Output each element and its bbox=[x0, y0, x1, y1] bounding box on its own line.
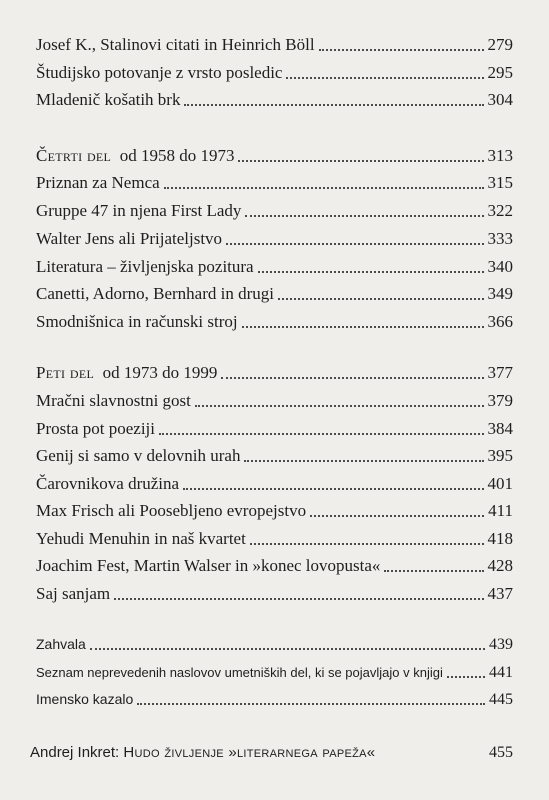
leader-dots bbox=[384, 570, 483, 572]
leader-space bbox=[379, 756, 485, 758]
part-heading-label bbox=[36, 363, 217, 383]
toc-entry[interactable] bbox=[36, 584, 513, 604]
part-heading-page: 377 bbox=[487, 363, 513, 382]
leader-dots bbox=[447, 676, 485, 678]
leader-dots bbox=[159, 433, 484, 435]
toc-entry-title: Imensko kazalo bbox=[36, 691, 134, 707]
toc-entry-title: Josef K., Stalinovi citati in Heinrich Böll bbox=[36, 35, 315, 54]
leader-dots bbox=[184, 104, 483, 106]
toc-entry[interactable] bbox=[36, 691, 513, 709]
toc-entry-title: Literatura – življenjska pozitura bbox=[36, 257, 254, 276]
leader-dots bbox=[183, 488, 483, 490]
toc-entry-page: 441 bbox=[489, 664, 513, 681]
leader-dots bbox=[244, 460, 483, 462]
leader-dots bbox=[164, 187, 484, 189]
toc-entry[interactable] bbox=[36, 664, 513, 682]
toc-entry-page: 333 bbox=[487, 229, 513, 248]
toc-entry-title: Yehudi Menuhin in naš kvartet bbox=[36, 529, 246, 548]
toc-entry-title: Priznan za Nemca bbox=[36, 173, 160, 192]
toc-entry[interactable] bbox=[36, 229, 513, 249]
toc-entry-title: Čarovnikova družina bbox=[36, 474, 180, 493]
toc-entry[interactable] bbox=[36, 446, 513, 466]
toc-entry-title: Prosta pot poeziji bbox=[36, 419, 155, 438]
afterword-entry[interactable] bbox=[30, 744, 513, 762]
toc-entry-page: 445 bbox=[489, 691, 513, 708]
toc-entry-title: Canetti, Adorno, Bernhard in drugi bbox=[36, 284, 274, 303]
toc-entry-title: Joachim Fest, Martin Walser in »konec lovopusta« bbox=[36, 556, 381, 575]
toc-entry-page: 340 bbox=[487, 257, 513, 276]
toc-entry-page: 437 bbox=[487, 584, 513, 603]
leader-dots bbox=[250, 543, 484, 545]
toc-entry-page: 279 bbox=[487, 35, 513, 54]
toc-entry[interactable] bbox=[36, 556, 513, 576]
leader-dots bbox=[286, 77, 483, 79]
toc-entry[interactable] bbox=[36, 201, 513, 221]
leader-dots bbox=[278, 298, 484, 300]
toc-entry-title: Walter Jens ali Prijateljstvo bbox=[36, 229, 223, 248]
toc-entry-page: 411 bbox=[488, 501, 513, 520]
toc-entry[interactable] bbox=[36, 63, 513, 83]
leader-dots bbox=[137, 703, 485, 705]
toc-entry-title: Gruppe 47 in njena First Lady bbox=[36, 201, 242, 220]
toc-entry-page: 379 bbox=[487, 391, 513, 410]
toc-entry[interactable] bbox=[36, 391, 513, 411]
toc-entry-page: 439 bbox=[489, 636, 513, 653]
toc-entry[interactable] bbox=[36, 474, 513, 494]
toc-entry-title: Zahvala bbox=[36, 636, 86, 652]
toc-entry[interactable] bbox=[36, 35, 513, 55]
leader-dots bbox=[238, 160, 483, 162]
leader-dots bbox=[319, 49, 484, 51]
part-heading[interactable] bbox=[36, 146, 513, 166]
toc-entry-page: 395 bbox=[487, 446, 513, 465]
toc-entry-page: 418 bbox=[487, 529, 513, 548]
toc-entry-title: Smodnišnica in računski stroj bbox=[36, 312, 238, 331]
part-name: Četrti del bbox=[36, 146, 112, 165]
toc-entry[interactable] bbox=[36, 173, 513, 193]
leader-dots bbox=[226, 243, 483, 245]
leader-dots bbox=[90, 648, 485, 650]
toc-entry-title: Saj sanjam bbox=[36, 584, 111, 603]
afterword-author: Andrej Inkret: bbox=[30, 744, 120, 761]
toc-entry-page: 315 bbox=[487, 173, 513, 192]
toc-entry[interactable] bbox=[36, 312, 513, 332]
part-years: od 1958 do 1973 bbox=[119, 146, 235, 165]
leader-dots bbox=[242, 326, 484, 328]
leader-dots bbox=[258, 271, 484, 273]
part-name: Peti del bbox=[36, 363, 95, 382]
toc-entry[interactable] bbox=[36, 90, 513, 110]
afterword-title: Hudo življenje »literarnega papeža« bbox=[123, 744, 376, 761]
toc-entry[interactable] bbox=[36, 257, 513, 277]
toc-entry[interactable] bbox=[36, 419, 513, 439]
toc-entry-page: 349 bbox=[487, 284, 513, 303]
toc-entry[interactable] bbox=[36, 284, 513, 304]
leader-dots bbox=[245, 215, 483, 217]
part-years: od 1973 do 1999 bbox=[102, 363, 218, 382]
toc-entry-page: 295 bbox=[487, 63, 513, 82]
toc-entry-title: Genij si samo v delovnih urah bbox=[36, 446, 241, 465]
leader-dots bbox=[195, 405, 484, 407]
toc-entry[interactable] bbox=[36, 529, 513, 549]
afterword-page: 455 bbox=[489, 744, 513, 761]
toc-entry-title: Študijsko potovanje z vrsto posledic bbox=[36, 63, 283, 82]
afterword-label bbox=[30, 744, 375, 761]
toc-entry-page: 401 bbox=[487, 474, 513, 493]
toc-entry-page: 322 bbox=[487, 201, 513, 220]
leader-dots bbox=[310, 515, 484, 517]
toc-entry-page: 384 bbox=[487, 419, 513, 438]
toc-entry-title: Seznam neprevedenih naslovov umetniških del, ki se pojavljajo v knjigi bbox=[36, 665, 443, 680]
toc-entry-title: Mladenič košatih brk bbox=[36, 90, 181, 109]
part-heading-page: 313 bbox=[487, 146, 513, 165]
leader-dots bbox=[114, 598, 483, 600]
toc-entry-page: 366 bbox=[487, 312, 513, 331]
toc-entry-title: Mračni slavnostni gost bbox=[36, 391, 191, 410]
toc-entry-title: Max Frisch ali Poosebljeno evropejstvo bbox=[36, 501, 307, 520]
part-heading-label bbox=[36, 146, 234, 166]
leader-dots bbox=[221, 377, 483, 379]
toc-entry[interactable] bbox=[36, 501, 513, 521]
toc-entry-page: 428 bbox=[487, 556, 513, 575]
toc-entry-page: 304 bbox=[487, 90, 513, 109]
toc-entry[interactable] bbox=[36, 636, 513, 654]
part-heading[interactable] bbox=[36, 363, 513, 383]
